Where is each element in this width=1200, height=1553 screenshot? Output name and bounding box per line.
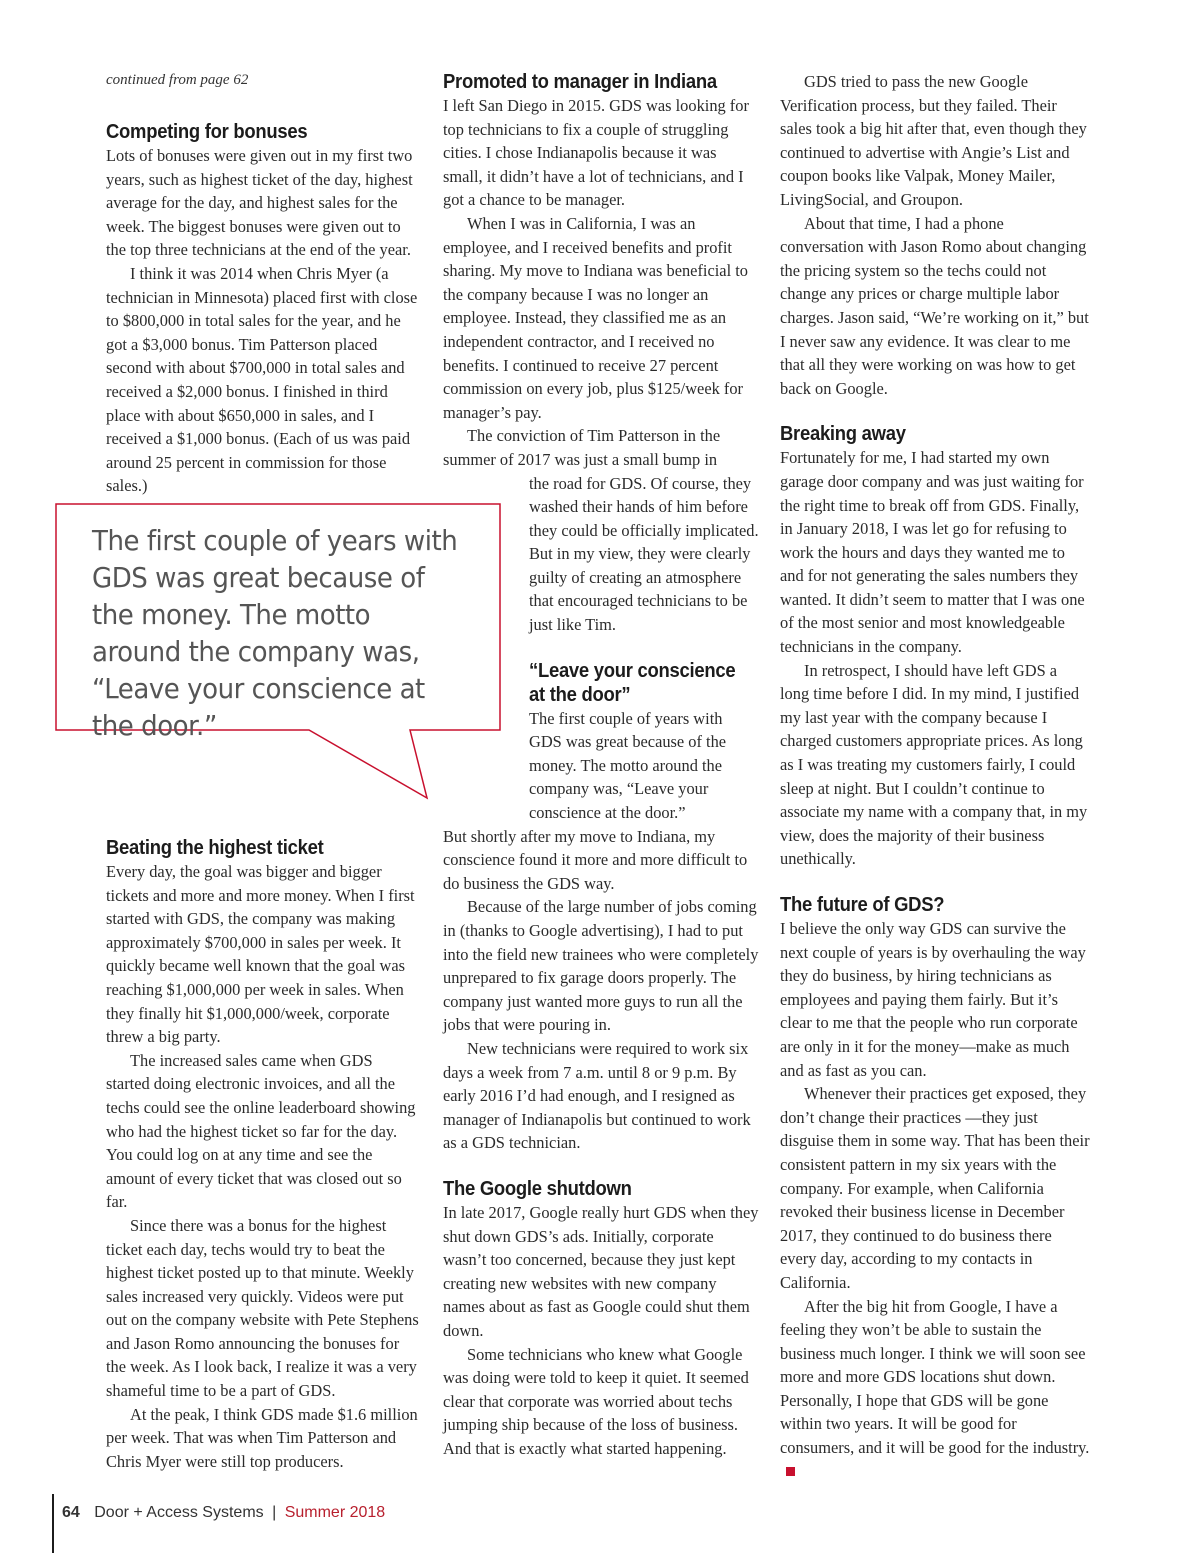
footer-rule [52,1494,54,1553]
paragraph: Every day, the goal was bigger and bigger tickets and more and more money. When I first started with GDS, the company was making approximately $700,000 in sales per week. It quickly became well known that the goal was reaching $1,000,000 per week in sales. When they finally hit $1,000,000/week, corporate threw a big party. [106,862,415,1047]
issue-date: Summer 2018 [284,1504,386,1521]
pull-quote-text: The first couple of years with GDS was great because of the money. The motto around the company was, “Leave your conscience at the door.” [92,524,458,742]
heading-leave-your-conscience [529,659,754,707]
pull-quote-callout [54,502,504,802]
paragraph: In retrospect, I should have left GDS a long time before I did. In my mind, I justified my last year with the company because I charged customers appropriate prices. As long as I was treating my customers fairly, I could sleep at night. But I couldn’t continue to associate my name with a company that, in my view, does the majority of their business unethically. [780,660,1088,869]
paragraph: Lots of bonuses were given out in my first two years, such as highest ticket of the day, highest average for the day, and highest sales for the week. The biggest bonuses were given out to the top three technicians at the end of the year. [106,146,413,260]
paragraph: I think it was 2014 when Chris Myer (a technician in Minnesota) placed first with close to $800,000 in total sales for the year, and he got a $3,000 bonus. Tim Patterson placed second with about $700,000 in total sales and received a $2,000 bonus. I finished in third place with about $650,000 in sales, and I received a $1,000 bonus. (Each of us was paid around 25 percent in commission for those sales.) [106,263,418,496]
publication-name: Door + Access Systems [94,1504,264,1521]
heading-future-of-gds: The future of GDS? [780,893,945,916]
paragraph: At the peak, I think GDS made $1.6 million per week. That was when Tim Patterson and Chris Myer were still top producers. [106,1404,418,1471]
column-1-lower [106,836,420,1473]
heading-text: “Leave your conscience at the door” [529,658,736,706]
column-3 [780,70,1090,1483]
paragraph: In late 2017, Google really hurt GDS when they shut down GDS’s ads. Initially, corporate wasn’t too concerned, because they just kept creating new websites with new company names about as fast as Google could shut them down. [443,1202,759,1340]
paragraph: Whenever their practices get exposed, they don’t change their practices —they just disguise them in some way. That has been their consistent pattern in my six years with the company. For example, when California revoked their business license in December 2017, they continued to do business there every day, according to my contacts in California. [780,1084,1090,1292]
end-of-article-mark [786,1467,795,1476]
continued-from-note: continued from page 62 [106,72,249,88]
paragraph: The first couple of years with GDS was great because of the money. The motto around the company was, “Leave your conscience at the door.” [529,708,727,823]
page-number: 64 [62,1504,80,1521]
paragraph: The conviction of Tim Patterson in the summer of 2017 was just a small bump in [443,426,721,469]
paragraph: the road for GDS. Of course, they washed their hands of him before they could be officially implicated. But in my view, they were clearly guilty of creating an atmosphere that encouraged technicians to be just like Tim. [529,473,759,635]
paragraph [780,1295,1090,1484]
paragraph: Because of the large number of jobs coming in (thanks to Google advertising), I had to put into the field new trainees who were completely unprepared to fix garage doors properly. The company just wanted more guys to run all the jobs that were pouring in. [443,897,759,1035]
wrapped-text-block [529,472,759,825]
paragraph: I believe the only way GDS can survive the next couple of years is by overhauling the way they do business, by hiring technicians as employees and paying them fairly. But it’s clear to me that the people who run corporate are only in it for the money—make as much and as fast as you can. [780,919,1086,1080]
paragraph: But shortly after my move to Indiana, my conscience found it more and more difficult to do business the GDS way. [443,826,748,893]
column-2 [443,70,759,1460]
heading-google-shutdown: The Google shutdown [443,1176,632,1200]
paragraph-text: After the big hit from Google, I have a feeling they won’t be able to sustain the business much longer. I think we will soon see more and more GDS locations shut down. Personally, I hope that GDS will be gone within two years. It will be good for consumers, and it will be good for the industry. [780,1296,1090,1458]
heading-beating-the-highest-ticket: Beating the highest ticket [106,836,324,859]
paragraph: Since there was a bonus for the highest ticket each day, techs would try to beat the highest ticket posted up to that minute. Weekly sales increased very quickly. Videos were put out on the company website with Pete Stephens and Jason Romo announcing the bonuses for the week. As I look back, I realize it was a very shameful time to be a part of GDS. [106,1215,419,1401]
column-1 [106,70,420,498]
paragraph: I left San Diego in 2015. GDS was looking for top technicians to fix a couple of struggling cities. I chose Indianapolis because it was small, it didn’t have a lot of technicians, and I got a chance to be manager. [443,96,749,210]
paragraph: When I was in California, I was an employee, and I received benefits and profit sharing. My move to Indiana was beneficial to the company because I was no longer an employee. Instead, they classified me as an independent contractor, and I received no benefits. I continued to receive 27 percent commission on every job, plus $125/week for manager’s pay. [443,213,748,422]
paragraph: Fortunately for me, I had started my own garage door company and was just waiting for the right time to break off from GDS. Finally, in January 2018, I was let go for refusing to work the hours and days they wanted me to and for not generating the sales numbers they wanted. It didn’t seem to matter that I was one of the most senior and most knowledgeable technicians in the company. [780,448,1085,657]
page-footer [62,1504,385,1526]
heading-promoted-to-manager: Promoted to manager in Indiana [443,70,717,93]
heading-breaking-away: Breaking away [780,422,906,446]
heading-competing-for-bonuses: Competing for bonuses [106,120,308,143]
footer-separator: | [272,1504,277,1521]
paragraph: The increased sales came when GDS started doing electronic invoices, and all the techs could see the online leaderboard showing who had the highest ticket so far for the day. You could log on at any time and see the amount of every ticket that was closed out so far. [106,1050,416,1212]
paragraph: Some technicians who knew what Google was doing were told to keep it quiet. It seemed clear that corporate was worried about techs jumping ship because of the loss of business. And that is exactly what started happening. [443,1344,749,1458]
paragraph: GDS tried to pass the new Google Verification process, but they failed. Their sales took a big hit after that, even though they continued to advertise with Angie’s List and coupon books like Valpak, Money Mailer, LivingSocial, and Groupon. [780,72,1087,209]
paragraph: New technicians were required to work six days a week from 7 a.m. until 8 or 9 p.m. By early 2016 I’d had enough, and I resigned as manager of Indianapolis but continued to work as a GDS technician. [443,1038,751,1153]
paragraph: About that time, I had a phone conversation with Jason Romo about changing the pricing system so the techs could not change any prices or charge multiple labor charges. Jason said, “We’re working on it,” but I never saw any evidence. It was clear to me that all they were working on was how to get back on Google. [780,213,1089,398]
